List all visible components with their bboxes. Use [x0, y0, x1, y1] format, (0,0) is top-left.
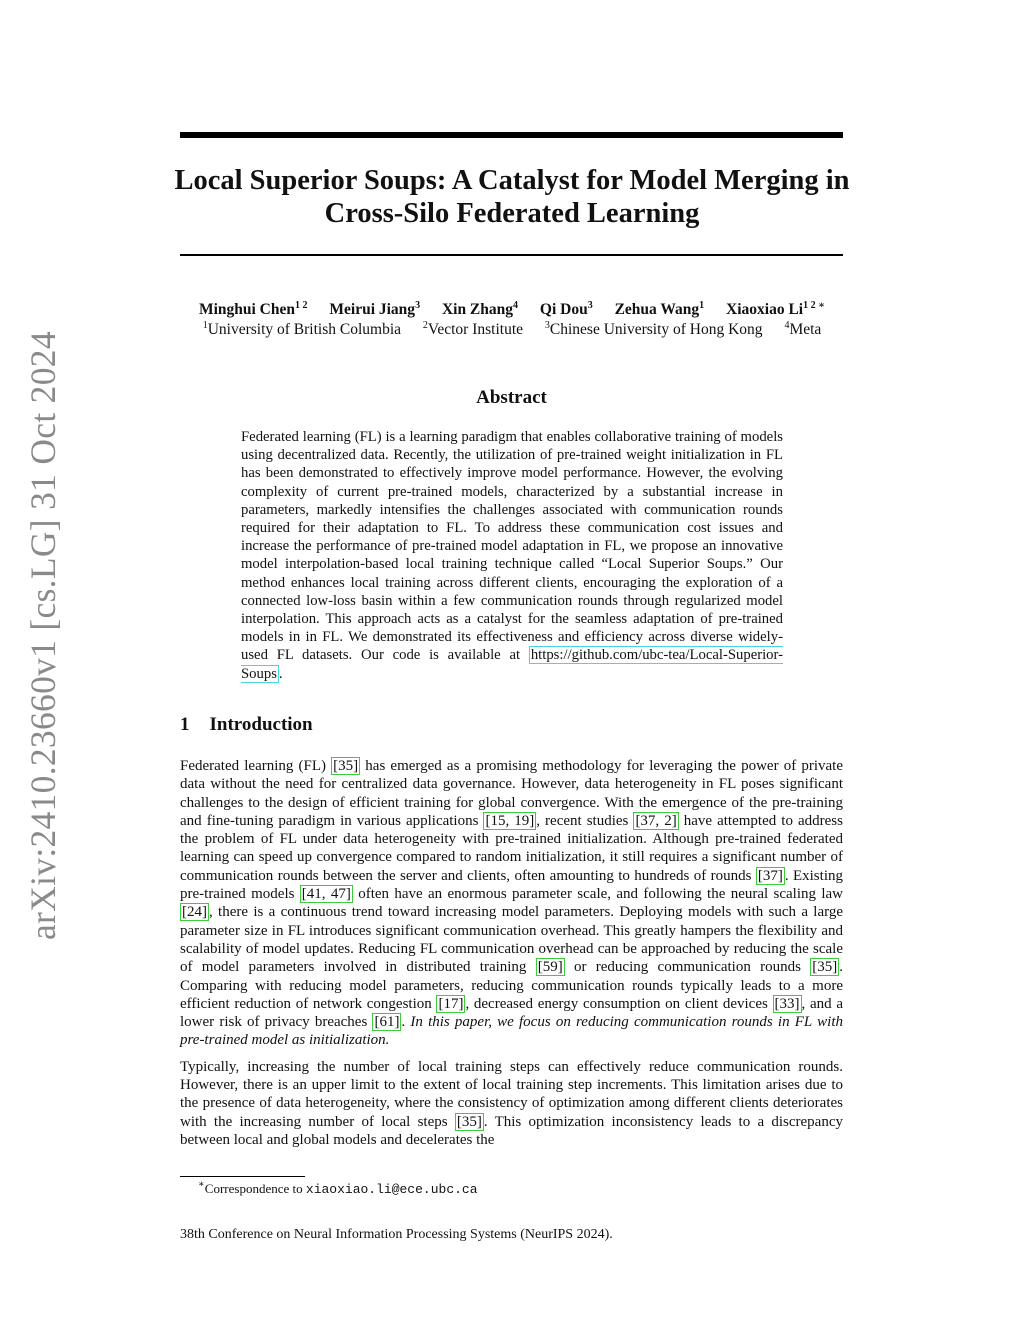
title-rule-top: [180, 132, 843, 138]
correspondence-email: xiaoxiao.li@ece.ubc.ca: [305, 1182, 478, 1197]
citation-link[interactable]: [37]: [757, 867, 783, 884]
author-list: [150, 300, 874, 320]
intro-emphasis: In this paper, we focus on reducing communication rounds in FL with pre-trained model as initialization.: [180, 1014, 844, 1049]
citation-link[interactable]: [41, 47]: [301, 886, 351, 903]
author: Zehua Wang$^1$: [614, 300, 705, 318]
author: Xin Zhang$^4$: [441, 300, 519, 318]
affiliation-list: [150, 320, 874, 340]
arxiv-identifier: arXiv:2410.23660v1 [cs.LG] 31 Oct 2024: [23, 331, 63, 940]
affiliation: $^4$Meta: [784, 320, 822, 338]
affiliation: $^2$Vector Institute: [422, 320, 524, 338]
author: Qi Dou$^3$: [539, 300, 593, 318]
citation-link[interactable]: [35]: [333, 758, 359, 774]
title-rule-bottom: [180, 254, 843, 256]
citation-link[interactable]: [61]: [374, 1014, 400, 1031]
introduction-body: [180, 757, 843, 1157]
abstract-heading: Abstract: [476, 387, 547, 408]
abstract-text: Federated learning (FL) is a learning paradigm that enables collaborative training of models using decentralized data. Recently, the utilization of pre-trained weight initialization in FL has been demonstrated to effectively improve model performance. However, the evolving complexity of current pre-trained models, characterized by a substantial increase in parameters, markedly intensifies the challenges associated with communication rounds required for their adaptation to FL. To address these communication cost issues and increase the performance of pre-trained model adaptation in FL, we propose an innovative model interpolation-based local training technique called “Local Superior Soups.” Our method enhances local training across different clients, encouraging the exploration of a connected low-loss basin within a few communication rounds through regularized model interpolation. This approach acts as a catalyst for the seamless adaptation of pre-trained models in in FL. We demonstrated its effectiveness and efficiency across diverse widely-used FL datasets. Our code is available at https://github.com/ubc-tea/Local-Superior-Soups .: [241, 429, 784, 682]
affiliation: $^1$University of British Columbia: [202, 320, 401, 338]
intro-paragraph-2: Typically, increasing the number of local training steps can effectively reduce communication rounds. However, there is an upper limit to the extent of local training step increments. This limitation arises due to the presence of data heterogeneity, where the consistency of optimization among different clients deteriorates with the increasing number of local steps [35] . This optimization inconsistency leads to a discrepancy between local and global models and decelerates the: [180, 1058, 843, 1148]
citation-link[interactable]: [15, 19]: [485, 812, 535, 829]
author: Meirui Jiang$^3$: [329, 300, 421, 318]
intro-paragraph-1: Federated learning (FL) [35] has emerged as a promising methodology for leveraging the power of private data without the need for centralized data governance. However, data heterogeneity in FL poses significant challenges to the design of efficient training for global convergence. With the emergence of the pre-training and fine-tuning paradigm in various applications [15, 19] , recent studies [37, 2] have attempted to address the problem of FL under data heterogeneity with pre-trained initialization. Although pre-trained federated learning can speed up convergence compared to random initialization, it still requires a significant number of communication rounds between the server and clients, often amounting to hundreds of rounds [37] . Existing pre-trained models [41, 47] often have an enormous parameter scale, and following the neural scaling law [24] , there is a continuous trend toward increasing model parameters. Deploying models with such a large parameter size in FL introduces significant communication overhead. This greatly hampers the flexibility and scalability of model updates. Reducing FL communication overhead can be approached by reducing the scale of model parameters involved in distributed training [59] or reducing communication rounds [35] . Comparing with reducing model parameters, reducing communication rounds typically leads to a more efficient reduction of network congestion [17] , decreased energy consumption on client devices [33] , and a lower risk of privacy breaches [61] . In this paper, we focus on reducing communication rounds in FL with pre-trained model as initialization.: [180, 758, 844, 1049]
affiliation: $^3$Chinese University of Hong Kong: [544, 320, 763, 338]
footnote: ∗Correspondence to xiaoxiao.li@ece.ubc.ca: [198, 1179, 478, 1197]
author: Xiaoxiao $Li^{1 2 ∗}$: [726, 300, 826, 318]
citation-link[interactable]: [59]: [537, 959, 563, 976]
citation-link[interactable]: [37, 2]: [635, 812, 677, 829]
citation-link[interactable]: [33]: [774, 995, 800, 1012]
footnote-rule: [180, 1176, 305, 1177]
citation-link[interactable]: [35]: [812, 959, 838, 976]
paper-title: Local Superior Soups: A Catalyst for Model Merging in Cross-Silo Federated Learning: [174, 165, 850, 229]
section-heading-introduction: 1 Introduction: [180, 714, 313, 735]
venue-note: 38th Conference on Neural Information Processing Systems (NeurIPS 2024).: [180, 1227, 613, 1242]
code-repository-link[interactable]: https://github.com/ubc-tea/Local-Superior-Soups: [241, 647, 784, 682]
citation-link[interactable]: [17]: [438, 995, 464, 1012]
author: Minghui Chen$^{1 2}$: [198, 300, 308, 318]
citation-link[interactable]: [35]: [456, 1113, 482, 1130]
citation-link[interactable]: [24]: [182, 904, 207, 921]
